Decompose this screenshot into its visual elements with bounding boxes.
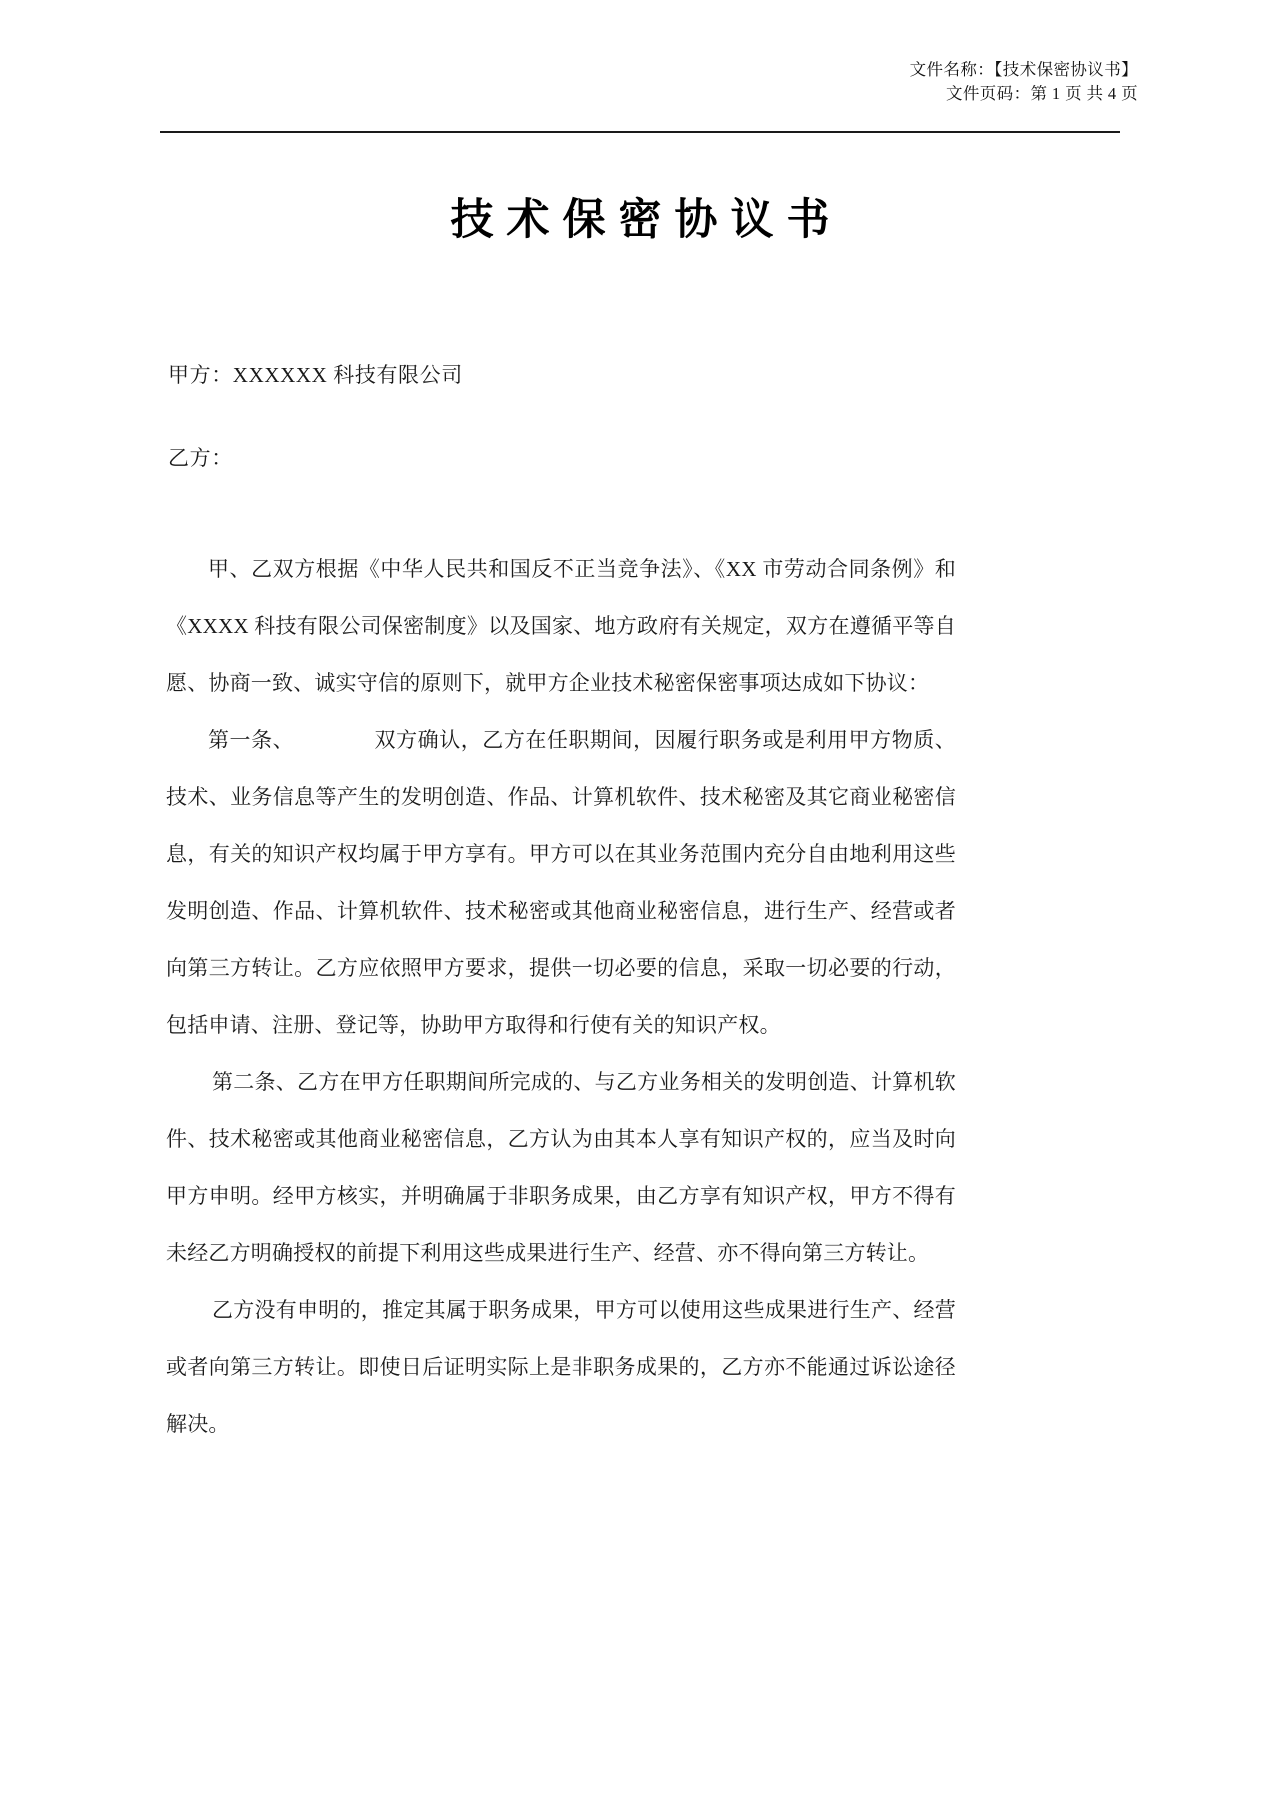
paragraph-clause-2: 第二条、乙方在甲方任职期间所完成的、与乙方业务相关的发明创造、计算机软件、技术秘密或其他商业秘密信息，乙方认为由其本人享有知识产权的，应当及时向甲方申明。经甲方核实，并明确属于非职务成果，由乙方享有知识产权，甲方不得有未经乙方明确授权的前提下利用这些成果进行生产、经营、亦不得向第三方转让。 [166,1070,956,1265]
header-divider [160,131,1120,133]
clause-1-label: 第一条、 [208,728,295,752]
header-page-number: 文件页码：第 1 页 共 4 页 [945,84,1138,103]
document-body [166,541,956,1453]
paragraph-clause-1 [166,712,956,1054]
party-b-line: 乙方： [168,446,233,470]
paragraph-preamble: 甲、乙双方根据《中华人民共和国反不正当竞争法》、《XX 市劳动合同条例》和《XXXX 科技有限公司保密制度》以及国家、地方政府有关规定，双方在遵循平等自愿、协商一致、诚实守信的原则下，就甲方企业技术秘密保密事项达成如下协议： [166,557,956,695]
clause-1-text: 双方确认，乙方在任职期间，因履行职务或是利用甲方物质、技术、业务信息等产生的发明创造、作品、计算机软件、技术秘密及其它商业秘密信息，有关的知识产权均属于甲方享有。甲方可以在其业务范围内充分自由地利用这些发明创造、作品、计算机软件、技术秘密或其他商业秘密信息，进行生产、经营或者向第三方转让。乙方应依照甲方要求，提供一切必要的信息，采取一切必要的行动，包括申请、注册、登记等，协助甲方取得和行使有关的知识产权。 [166,728,956,1037]
paragraph-clause-2-continued: 乙方没有申明的，推定其属于职务成果，甲方可以使用这些成果进行生产、经营或者向第三方转让。即使日后证明实际上是非职务成果的，乙方亦不能通过诉讼途径解决。 [166,1298,956,1436]
header-file-name: 文件名称：【技术保密协议书】 [909,60,1138,79]
party-a-line: 甲方：XXXXXX 科技有限公司 [168,363,463,387]
document-header [910,58,1138,106]
page-title: 技术保密协议书 [450,195,843,245]
